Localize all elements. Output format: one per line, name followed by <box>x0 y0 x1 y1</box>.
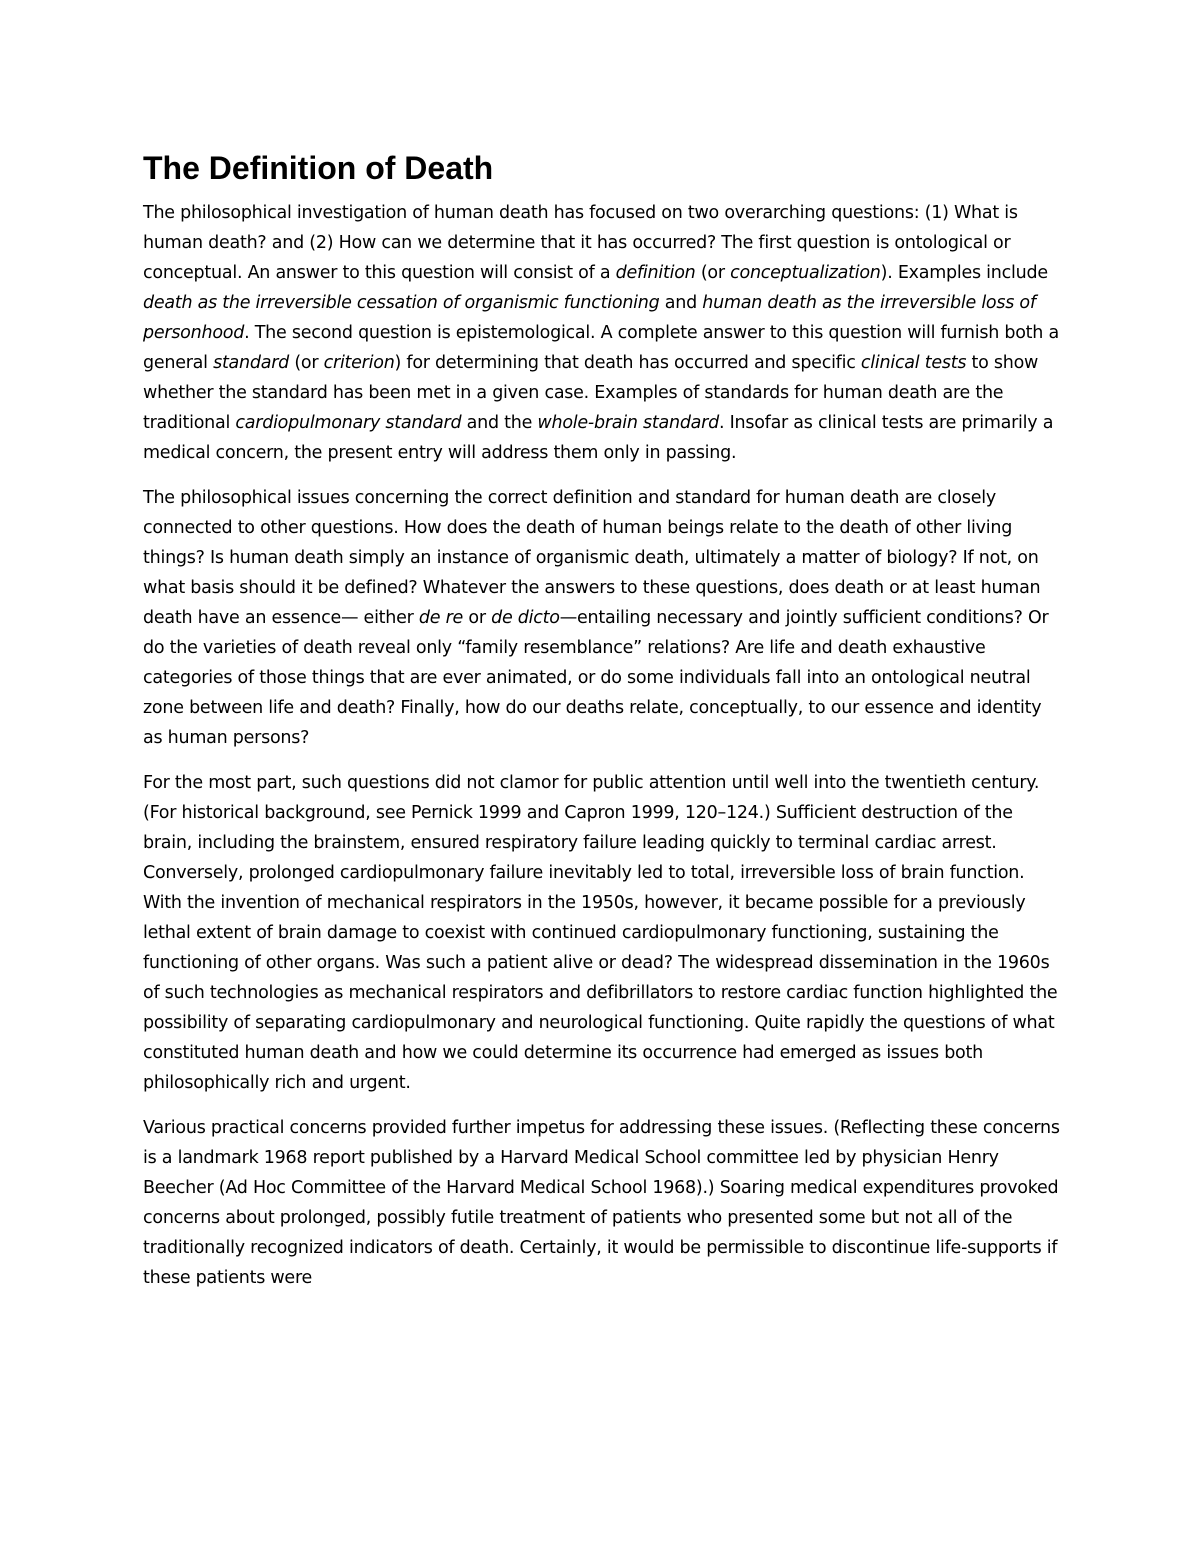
italic-text: clinical tests <box>860 353 967 373</box>
text-run: (or <box>289 353 324 373</box>
italic-text: standard <box>213 353 290 373</box>
italic-text: criterion <box>323 353 395 373</box>
italic-text: definition <box>615 263 696 283</box>
document-page <box>143 148 1063 1308</box>
text-run: The philosophical issues concerning the correct definition and standard for human death are closely connected to other questions. How does the death of human beings relate to the death of other living things? Is human death simply an instance of organismic death, ultimately a matter of biology? If not, on what basis should it be defined? Whatever the answers to these questions, does death or at least human death have an essence— either <box>143 488 1041 628</box>
paragraph <box>143 1113 1063 1293</box>
italic-text: conceptualization <box>730 263 881 283</box>
italic-text: human death as the irreversible loss of personhood <box>143 293 1036 343</box>
document-title: The Definition of Death <box>143 150 494 186</box>
text-run: ). Examples include <box>880 263 1048 283</box>
italic-text: whole-brain standard <box>537 413 719 433</box>
text-run: and <box>659 293 703 313</box>
text-run: —entailing necessary and jointly sufficient conditions? Or do the varieties of death reveal only “family resemblance” relations? Are life and death exhaustive categories of those things that are ever animated, or do some individuals fall into an ontological neutral zone between life and death? Finally, how do our deaths relate, conceptually, to our essence and identity as human persons? <box>143 608 1049 748</box>
italic-text: cardiopulmonary standard <box>235 413 462 433</box>
paragraph <box>143 483 1063 753</box>
text-run: . The second question is epistemological. A complete answer to this question will furnish both a general <box>143 323 1059 373</box>
italic-text: de dicto <box>491 608 560 628</box>
italic-text: death as the irreversible cessation of organismic functioning <box>143 293 660 313</box>
text-run: (or <box>695 263 731 283</box>
text-run: The philosophical investigation of human death has focused on two overarching questions: (1) What is human death? and (2) How can we determine that it has occurred? The first question is ontological or conceptual. An answer to this question will consist of a <box>143 203 1018 283</box>
text-run: or <box>463 608 492 628</box>
italic-text: de re <box>418 608 464 628</box>
document-body <box>143 198 1063 1293</box>
text-run: For the most part, such questions did not clamor for public attention until well into the twentieth century. (For historical background, see Pernick 1999 and Capron 1999, 120–124.) Sufficient destruction of the brain, including the brainstem, ensured respiratory failure leading quickly to terminal cardiac arrest. Conversely, prolonged cardiopulmonary failure inevitably led to total, irreversible loss of brain function. With the invention of mechanical respirators in the 1950s, however, it became possible for a previously lethal extent of brain damage to coexist with continued cardiopulmonary functioning, sustaining the functioning of other organs. Was such a patient alive or dead? The widespread dissemination in the 1960s of such technologies as mechanical respirators and defibrillators to restore cardiac function highlighted the possibility of separating cardiopulmonary and neurological functioning. Quite rapidly the questions of what constituted human death and how we could determine its occurrence had emerged as issues both philosophically rich and urgent. <box>143 773 1058 1093</box>
text-run: . Insofar as clinical tests are primarily a medical concern, the present entry will address them only in passing. <box>143 413 1054 463</box>
paragraph <box>143 198 1063 468</box>
text-run: Various practical concerns provided further impetus for addressing these issues. (Reflecting these concerns is a landmark 1968 report published by a Harvard Medical School committee led by physician Henry Beecher (Ad Hoc Committee of the Harvard Medical School 1968).) Soaring medical expenditures provoked concerns about prolonged, possibly futile treatment of patients who presented some but not all of the traditionally recognized indicators of death. Certainly, it would be permissible to discontinue life-supports if these patients were <box>143 1118 1060 1288</box>
paragraph <box>143 768 1063 1098</box>
text-run: ) for determining that death has occurred and specific <box>394 353 861 373</box>
text-run: to show whether the standard has been met in a given case. Examples of standards for human death are the traditional <box>143 353 1039 433</box>
text-run: and the <box>461 413 538 433</box>
